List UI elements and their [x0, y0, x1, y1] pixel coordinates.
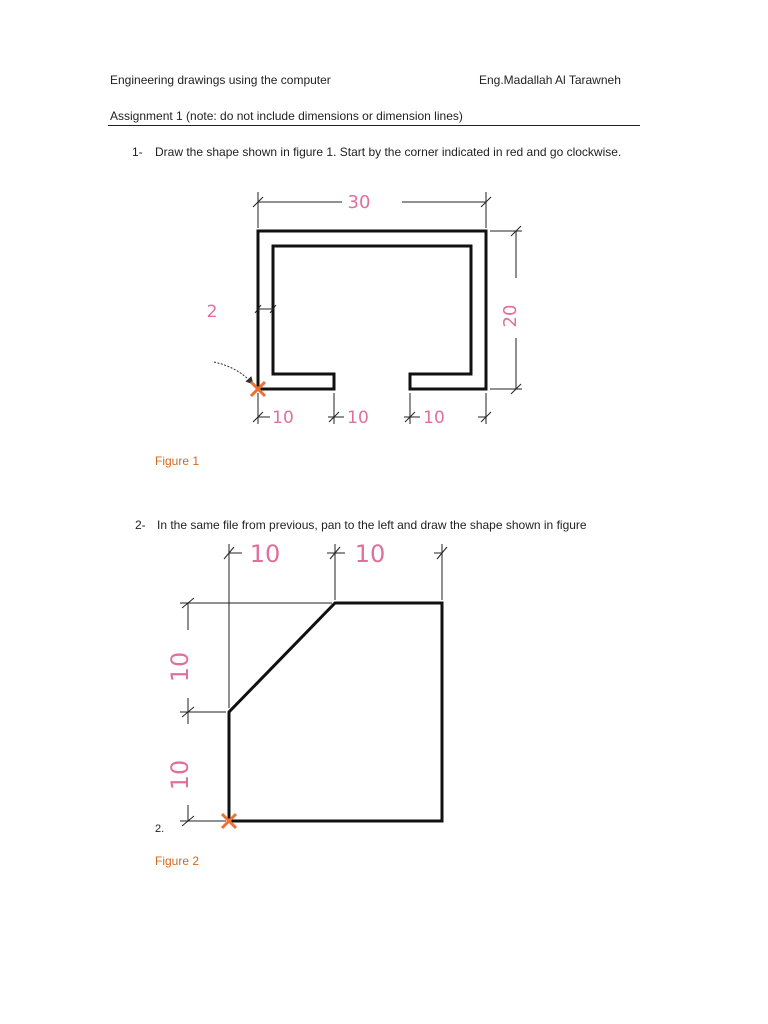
figure2-top1-label: 10	[249, 540, 281, 568]
figure1-seg1-label: 10	[272, 408, 294, 428]
task1-number: 1-	[132, 145, 143, 159]
figure2-top2-label: 10	[354, 540, 386, 568]
figure2-caption: Figure 2	[155, 854, 200, 868]
figure2-left-dimensions	[180, 598, 332, 826]
course-title: Engineering drawings using the computer	[110, 73, 331, 87]
task2-text: In the same file from previous, pan to the left and draw the shape shown in figure	[157, 518, 587, 532]
figure2	[166, 540, 447, 828]
figure2-left-upper-label: 10	[166, 651, 194, 683]
figure2-left-lower-label: 10	[166, 759, 194, 791]
task2-number: 2-	[135, 518, 146, 532]
assignment-title: Assignment 1 (note: do not include dimensions or dimension lines)	[110, 109, 463, 123]
figure1	[207, 192, 522, 428]
figure1-height-label: 20	[500, 304, 521, 328]
figure1-start-arrow	[214, 362, 253, 384]
figure1-width-dimension	[253, 192, 491, 228]
figure1-seg3-label: 10	[423, 408, 445, 428]
figure2-outline	[229, 603, 442, 821]
figure1-thickness-label: 2	[206, 302, 218, 322]
task1-text: Draw the shape shown in figure 1. Start by the corner indicated in red and go clockwise.	[155, 145, 622, 159]
figure1-seg2-label: 10	[347, 408, 369, 428]
instructor-name: Eng.Madallah Al Tarawneh	[479, 73, 621, 87]
task2-continuation: 2.	[155, 823, 165, 835]
figure1-width-label: 30	[347, 192, 371, 213]
figure1-caption: Figure 1	[155, 454, 200, 468]
figure1-outline	[258, 231, 486, 389]
